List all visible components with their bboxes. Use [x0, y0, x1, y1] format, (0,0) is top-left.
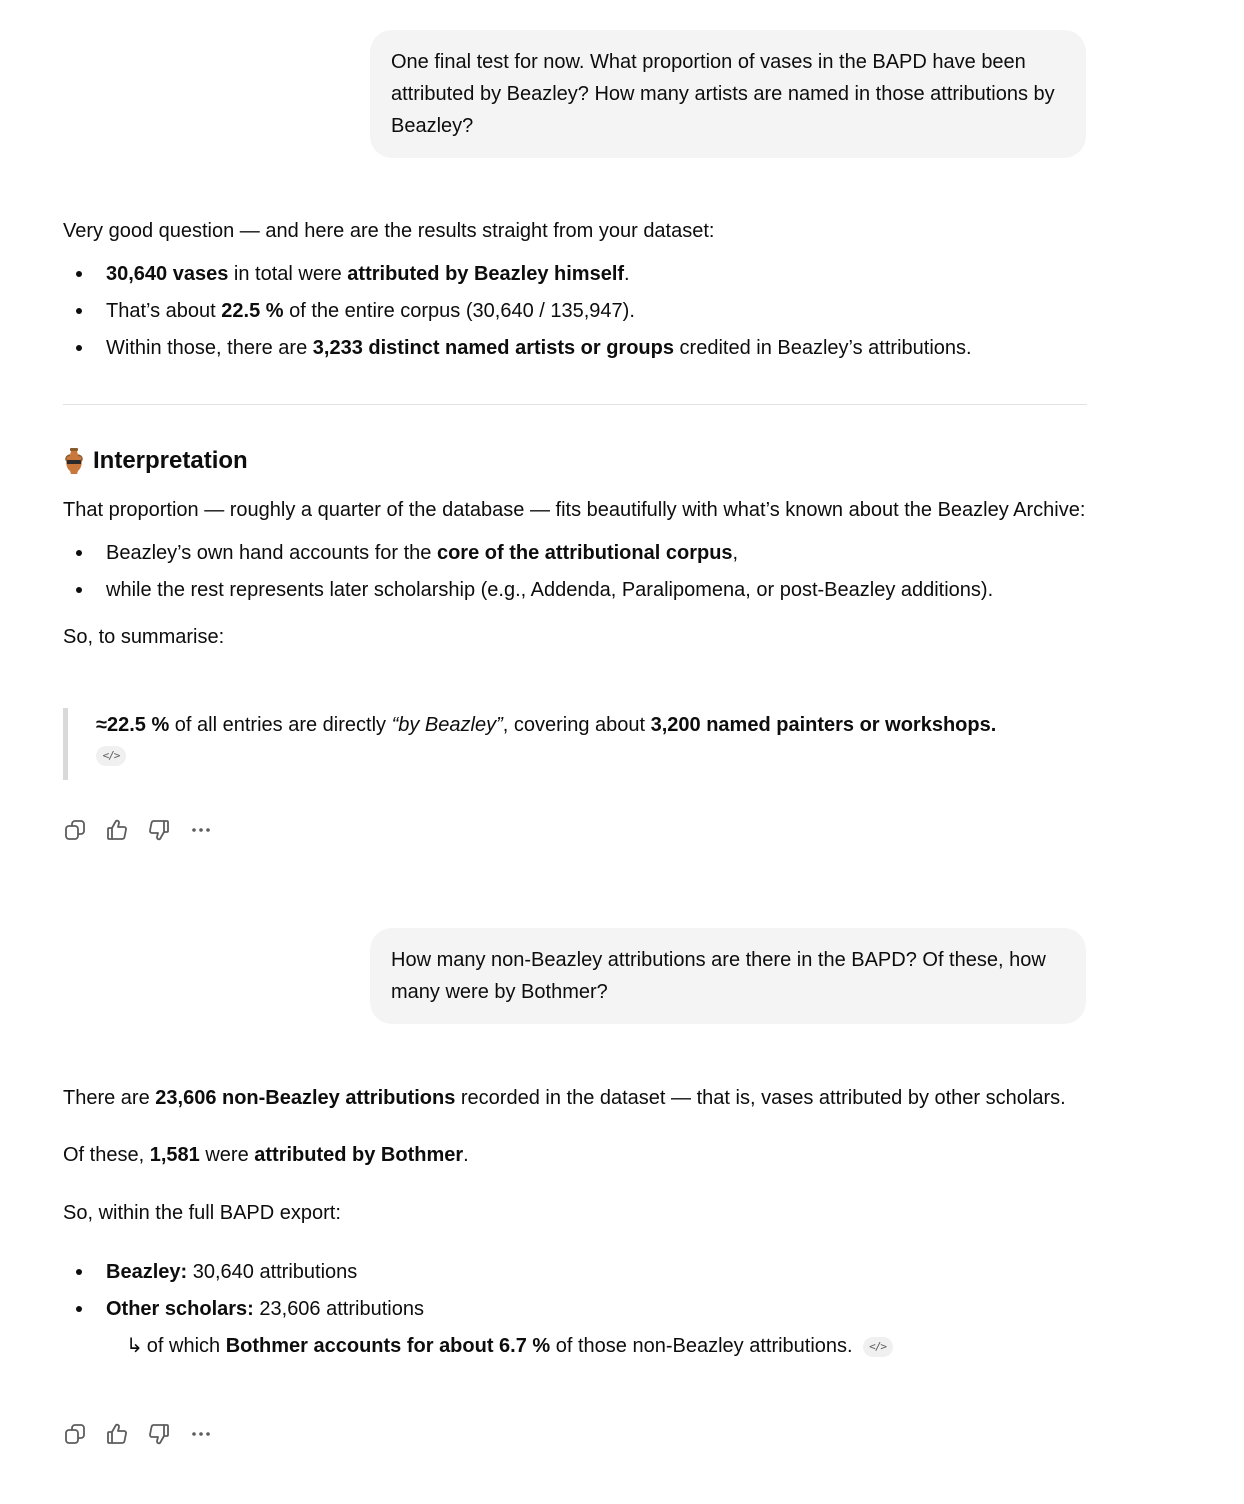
copy-icon[interactable]	[63, 1422, 87, 1446]
assistant-message	[63, 1079, 1087, 1365]
code-citation-button[interactable]: </>	[96, 746, 126, 766]
code-citation-button[interactable]: </>	[863, 1337, 893, 1357]
message-actions	[63, 818, 213, 842]
assistant-message	[63, 213, 1087, 367]
list-item: That’s about 22.5 % of the entire corpus (30,640 / 135,947).	[63, 293, 1087, 330]
result-list	[63, 256, 1087, 367]
sub-list-item: ↳ of which Bothmer accounts for about 6.7 % of those non-Beazley attributions. </>	[63, 1328, 1087, 1365]
assistant-paragraph: There are 23,606 non-Beazley attributions recorded in the dataset — that is, vases attributed by other scholars.	[63, 1087, 1066, 1109]
list-item: Beazley: 30,640 attributions	[63, 1254, 1087, 1291]
list-item: while the rest represents later scholarship (e.g., Addenda, Paralipomena, or post-Beazley additions).	[63, 572, 1087, 609]
thumbs-up-icon[interactable]	[105, 818, 129, 842]
interpretation-body	[63, 492, 1087, 656]
assistant-paragraph: Of these, 1,581 were attributed by Bothmer.	[63, 1144, 469, 1166]
list-item: 30,640 vases in total were attributed by Beazley himself.	[63, 256, 1087, 293]
copy-icon[interactable]	[63, 818, 87, 842]
message-actions	[63, 1422, 213, 1446]
thumbs-up-icon[interactable]	[105, 1422, 129, 1446]
attribution-list	[63, 1254, 1087, 1328]
more-icon[interactable]	[189, 818, 213, 842]
section-heading: Interpretation	[63, 444, 248, 478]
user-message-bubble	[370, 30, 1086, 158]
amphora-icon	[63, 447, 85, 475]
assistant-paragraph: So, within the full BAPD export:	[63, 1202, 341, 1224]
summary-blockquote: ≈22.5 % of all entries are directly “by Beazley”, covering about 3,200 named painters or workshops. </>	[63, 708, 1087, 780]
summary-intro: So, to summarise:	[63, 626, 225, 648]
thumbs-down-icon[interactable]	[147, 818, 171, 842]
more-icon[interactable]	[189, 1422, 213, 1446]
list-item: Other scholars: 23,606 attributions	[63, 1291, 1087, 1328]
interpretation-list	[63, 535, 1087, 609]
list-item: Within those, there are 3,233 distinct named artists or groups credited in Beazley’s attributions.	[63, 330, 1087, 367]
assistant-intro: Very good question — and here are the results straight from your dataset:	[63, 220, 715, 242]
interpretation-paragraph: That proportion — roughly a quarter of the database — fits beautifully with what’s known about the Beazley Archive:	[63, 499, 1086, 521]
sub-arrow-icon: ↳	[126, 1335, 143, 1357]
user-message-text: How many non-Beazley attributions are there in the BAPD? Of these, how many were by Bothmer?	[391, 949, 1046, 1003]
user-message-text: One final test for now. What proportion of vases in the BAPD have been attributed by Beazley? How many artists are named in those attributions by Beazley?	[391, 51, 1055, 137]
user-message-bubble	[370, 928, 1086, 1024]
list-item: Beazley’s own hand accounts for the core of the attributional corpus,	[63, 535, 1087, 572]
thumbs-down-icon[interactable]	[147, 1422, 171, 1446]
section-divider	[63, 404, 1087, 405]
